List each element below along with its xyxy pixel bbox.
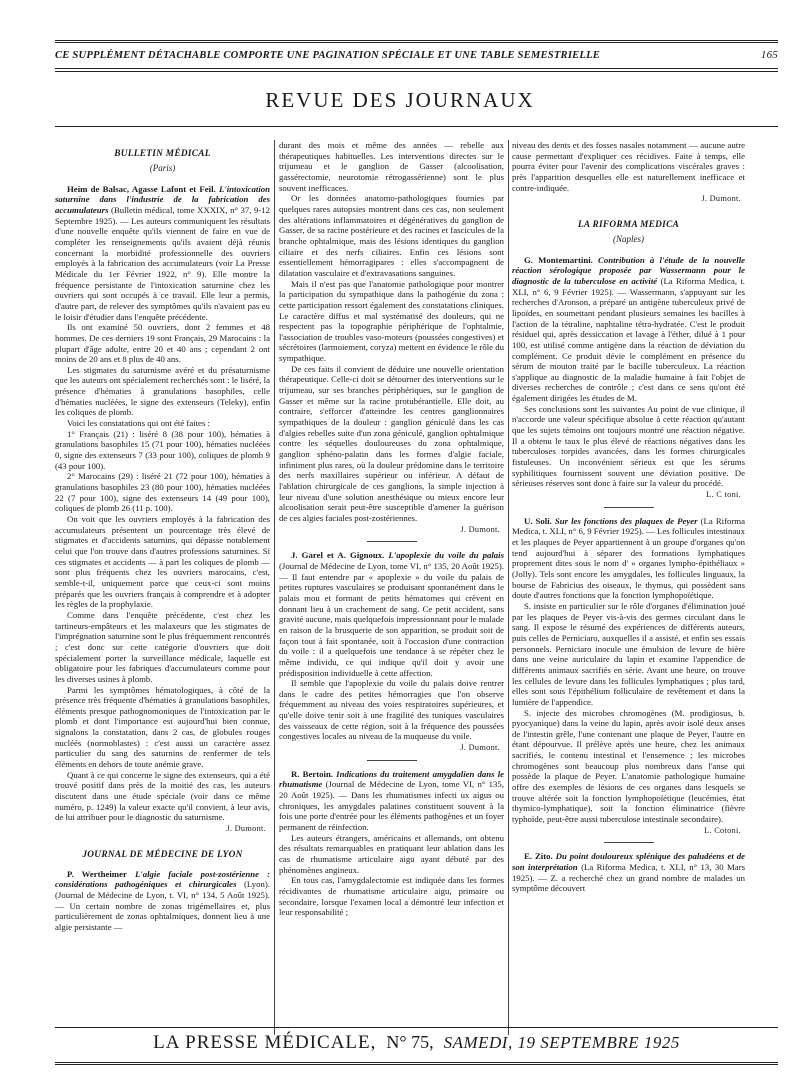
bottom-double-rule: [55, 1062, 778, 1065]
column-divider-2: [508, 140, 509, 1035]
paragraph: On voit que les ouvriers employés à la fabrication des accumulateurs présentent un pourcentage très élevé de stigmates et d'accidents saturnins, qui dépasse notablement celui que l'on trouve dans d'autres professions saturnines. Si ces stigmates et accidents — à part les coliques de plomb — sont plus fréquents chez les ouvriers marocains, c'est, semble-t-il, uniquement parce que ceux-ci sont moins préparés que les ouvriers français à comprendre et à adopter les règles de la prophylaxie.: [55, 514, 270, 610]
paragraph: S. insiste en particulier sur le rôle d'organes d'élimination joué par les plaques de Peyer vis-à-vis des germes circulant dans le sang. Il expose le résumé des expériences de différents auteurs, puis celles de Perniciaro, auxquelles il a assisté, et enfin ses essais personnels. Perniciaro inocule une émulsion de levure de bière dans une veine auriculaire du lapin et examine l'appendice de différents animaux sacrifiés en série. Avant une heure, on trouve les cellules de levure dans les follicules lymphatiques ; plus tard, elles sont sous l'épithélium folliculaire de revêtement et dans la lumière de l'appendice.: [512, 600, 745, 707]
article-entry: [55, 869, 270, 933]
paragraph: Parmi les symptômes hématologiques, à côté de la présence très fréquente d'hématies à granulations basophiles, éléments presque pathognomoniques de l'intoxication par le plomb et dont l'importance est aujourd'hui bien connue, signalons la constatation, dans 2 cas, de globules rouges nucléés (normoblastes) : c'est aussi un caractère assez particulier du sang des saturnins de renfermer de tels éléments en dehors de toute anémie grave.: [55, 684, 270, 770]
article-title: L'apoplexie du voile du palais: [388, 550, 504, 561]
entry-separator: [367, 760, 417, 761]
article-entry: [55, 184, 270, 323]
journal-heading-bulletin-medical: BULLETIN MÉDICAL: [114, 149, 211, 159]
paragraph: Quant à ce qui concerne le signe des extenseurs, qui a été trouvé positif dans près de la moitié des cas, les auteurs discutent dans une étude spéciale (voir dans ce même numéro, p. 1249) la valeur exacte qu'il convient, à leur avis, de lui attribuer pour le diagnostic du saturnisme.: [55, 769, 270, 823]
entry-separator: [367, 541, 417, 542]
reviewer-signature: J. Dumont.: [701, 194, 741, 204]
paragraph: De ces faits il convient de déduire une nouvelle orientation thérapeutique. Celle-ci doit se détourner des interventions sur le trijumeau, sur ses branches périphériques, sur le ganglion de Gasser et même sur la racine protubérantielle. Elle doit, au contraire, s'efforcer d'atteindre les centres ganglionnaires sympathiques de la douleur : ganglion géniculé dans les cas d'algies rebelles suite d'un zona géniculé, ganglion ophtalmique contre les séquelles douloureuses du zona ophtalmique, ganglion sphéno-palatin dans les formes d'algie faciale, infiniment plus rares, où la douleur prédomine dans le territoire des nerfs maxillaires supérieur ou inférieur. A défaut de l'ablation chirurgicale de ces ganglions, la simple injection à leur niveau d'une solution anesthésique ou mieux encore leur alcoolisation serait peut-être susceptible d'amener la guérison de ces algies faciales post-zostériennes.: [279, 363, 504, 523]
journal-city: (Paris): [149, 163, 176, 173]
article-entry: [512, 851, 745, 894]
paragraph: 2° Marocains (29) : liséré 21 (72 pour 100), hématies à granulations basophiles 23 (80 pour 100), hématies nucléées 22 (7 pour 100), signe des extenseurs 14 (49 pour 100), coliques de plomb 26 (11 p. 100).: [55, 471, 270, 514]
reviewer-signature: J. Dumont.: [460, 743, 500, 753]
paragraph: Or les données anatomo-pathologiques fournies par quelques rares autopsies montrent dans ces cas, non seulement des altérations inflammatoires et dégénératives du ganglion de Gasser, de sa racine postérieure et des racines et fascicules de la branche ophtalmique, mais des lésions identiques du ganglion ciliaire et des nerfs ciliaires. Enfin ces lésions sont essentiellement hémorragipares : elles s'accompagnent de dilatation vasculaire et d'extravasations sanguines.: [279, 193, 504, 278]
column-3: [512, 140, 745, 1065]
page-number: 165: [760, 49, 778, 61]
article-body: (Lyon). (Journal de Médecine de Lyon, t. VI, n° 134, 5 Août 1925). — Un certain nombre de zonas trigémellaires et, plus particulièrement de zonas ophtalmiques, donnent lieu à une algie persistante —: [55, 879, 270, 932]
column-1: [55, 140, 270, 1025]
footer-magazine-name: LA PRESSE MÉDICALE,: [153, 1032, 377, 1053]
article-body: (La Riforma Medica, t. XLI, n° 6, 9 Février 1925). — Les follicules intestinaux et les plaques de Peyer appartiennent à un groupe d'organes qu'on tend aujourd'hui à séparer des formations lymphatiques proprement dites sous le nom d' « organes lympho-épithéliaux » (Jolly). Tels sont encore les amygdales, les follicules linguaux, la bourse de Fabricius des oiseaux, le thymus, qui possèdent sans doute d'autres fonctions que la fonction lymphopoïétique.: [512, 515, 745, 601]
article-title: Du point douloureux splénique des paludéens et de son interprétation: [512, 851, 745, 873]
page-footer: [55, 1032, 778, 1056]
column-divider-1: [274, 140, 275, 1035]
header-rule: [55, 68, 778, 69]
paragraph: 1° Français (21) : liséré 8 (38 pour 100), hématies à granulations basophiles 15 (71 pour 100), hématies nucléées 0, signe des extenseurs 7 (33 pour 100), coliques de plomb 9 (43 pour 100).: [55, 428, 270, 471]
paragraph: Ses conclusions sont les suivantes Au point de vue clinique, il n'accorde une valeur spécifique absolue à cette réaction qu'autant que les sujets témoins ont toujours montré une réaction négative. Il a obtenu le taux le plus élevé de réactions négatives dans les tuberculoses torpides avancées, dans les formes chirurgicales fistuleuses. Un inconvénient sérieux est que les sérums syphilitiques fournissent souvent une déviation positive. De sérieuses réserves sont donc à faire sur la valeur du procédé.: [512, 403, 745, 489]
article-entry: [279, 769, 504, 833]
footer-rule: [55, 1027, 778, 1028]
column-2: [279, 140, 504, 1065]
reviewer-signature: J. Dumont.: [226, 824, 266, 834]
paragraph: En tous cas, l'amygdalectomie est indiquée dans les formes récidivantes de rhumatisme articulaire aigu, primaire ou secondaire, lorsque l'examen local a démontré leur infection et leur responsabilité ;: [279, 875, 504, 918]
article-title: Sur les fonctions des plaques de Peyer: [554, 515, 698, 526]
article-entry: [512, 516, 745, 601]
article-author: Heim de Balsac, Agasse Lafont et Feil.: [67, 183, 216, 194]
paragraph: S. injecte des microbes chromogènes (M. prodigiosus, b. pyocyanique) dans la veine du lapin, après avoir isolé deux anses de l'intestin grêle, l'une contenant une plaque de Peyer, l'autre en étant dépourvue. Il prélève après une heure, chez les animaux sacrifiés, le contenu intestinal et l'ensemence ; les microbes chromogènes sont beaucoup plus nombreux dans l'anse qui possède la plaque de Peyer. L'anatomie pathologique humaine offre des exemples de lésions de ces organes dans lesquels se trouve altérée soit la fonction lymphopoïétique (leucémies, état thymico-lymphatique), soit la fonction éliminatrice (fièvre typhoïde, peut-être aussi tuberculose intestinale secondaire).: [512, 707, 745, 825]
journal-heading-lyon: JOURNAL DE MÉDECINE DE LYON: [82, 849, 243, 860]
article-author: U. Soli.: [524, 515, 552, 526]
article-entry: [279, 550, 504, 678]
article-author: J. Garel et A. Gignoux.: [291, 550, 385, 561]
paragraph: niveau des dents et des fosses nasales notamment — aucune autre cause permettant d'expliquer ces récidives. Faite à temps, elle pourra éviter pour l'avenir des complications viscérales graves : près l'apparition desquelles elle est naturellement inefficace et contre-indiquée.: [512, 140, 745, 193]
title-rule: [55, 126, 778, 127]
article-author: G. Montemartini.: [524, 254, 593, 265]
article-title: L'algie faciale post-zostérienne : considérations pathogéniques et chirurgicales: [55, 868, 270, 890]
article-title: L'intoxication saturnine dans l'industrie de la fabrication des accumulateurs: [55, 183, 270, 215]
article-body: (La Riforma Medica, t. XLI, n° 6, 9 Février 1925). — Wassermann, s'appuyant sur les recherches d'Aronson, a préparé un antigène tuberculeux privé de lipoïdes, en soumettant pendant plusieurs semaines les bacilles à l'action de la tétraline, naphtaline tétra-hydratée. C'est le produit résiduel qui, après dessiccation et lavage à l'éther, dilué à 1 pour 100, est utilisé comme antigène dans la réaction de déviation du complément. Ce produit dévie le complément en présence du sérum de mouton traité par le bacille tuberculeux. La réaction s'applique au diagnostic de la maladie humaine à fait l'objet de diverses recherches de contrôle ; c'est dans ce sens qu'ont été également dirigées les études de M.: [512, 275, 745, 404]
header-rule-2: [55, 71, 778, 72]
entry-separator: [604, 842, 654, 843]
article-body: (La Riforma Medica, t. XLI, n° 13, 30 Mars 1925). — Z. a recherché chez un grand nombre de malades un symptôme découvert: [512, 862, 745, 894]
top-double-rule: [55, 40, 778, 43]
article-author: P. Wertheimer: [67, 868, 127, 879]
article-entry: [512, 255, 745, 404]
paragraph: Voici les constatations qui ont été faites :: [67, 418, 210, 429]
article-author: E. Zito.: [524, 851, 553, 862]
paragraph: Les stigmates du saturnisme avéré et du présaturnisme que les auteurs ont spécialement recherchés sont : le liséré, la présence d'hématies à granulations basophiles, celle d'hématies nucléées, le signe des extenseurs (Teleky), enfin les coliques de plomb.: [55, 364, 270, 418]
section-title: REVUE DES JOURNAUX: [265, 88, 535, 112]
supplement-banner: CE SUPPLÉMENT DÉTACHABLE COMPORTE UNE PAGINATION SPÉCIALE ET UNE TABLE SEMESTRIELLE: [55, 49, 601, 61]
article-body: (Journal de Médecine de Lyon, tome VI, n° 135, 20 Août 1925). — Il faut entendre par « apoplexie » du voile du palais de petites ruptures vasculaires se produisant spontanément dans le palais mou et formant de petits hématomes qui crèvent en donnant lieu à un crachement de sang. Ce petit accident, sans gravité aucune, mais quelquefois impressionnant pour le malade en raison de la brusquerie de son apparition, se produit soit de façon tout à fait spontanée, soit à l'occasion d'une contraction du voile : il a quelquefois une tendance à se répéter chez le même individu, ce qui indique qu'il doit y avoir une prédisposition individuelle à cette affection.: [279, 560, 504, 678]
paragraph: Mais il n'est pas que l'anatomie pathologique pour montrer la participation du sympathique dans la pathogénie du zona : cette participation ressort également des constatations cliniques. Le caractère diffus et mal systématisé des douleurs, qui ne respectent pas la topographie périphérique de l'ophtalmie, l'association de troubles vaso-moteurs (poussées congestives) et sécrétoires (larmoiement, coryza) mettent en évidence le rôle du sympathique.: [279, 278, 504, 364]
paragraph: Ils ont examiné 50 ouvriers, dont 2 femmes et 48 hommes. De ces derniers 19 sont Français, 29 Marocains : la plupart d'âge adulte, entre 20 et 40 ans ; cependant 2 ont moins de 20 ans et 8 plus de 40 ans.: [55, 322, 270, 365]
article-body: (Journal de Médecine de Lyon, tome VI, n° 135, 20 Août 1925). — Dans les rhumatismes infecti ux aigus ou chroniques, les amygdales palatines constituent souvent à la fois une porte d'entrée pour les éléments pathogènes et un foyer permanent de réinfection.: [279, 779, 504, 833]
paragraph: durant des mois et même des années — rebelle aux thérapeutiques habituelles. Les interventions directes sur le trijumeau et le ganglion de Gasser (alcoolisation, gassérectomie, neurotomie rétrogassérienne) sont le plus souvent inefficaces.: [279, 140, 504, 193]
reviewer-signature: L. Cotoni.: [704, 825, 741, 835]
paragraph: Les auteurs étrangers, américains et allemands, ont obtenu des résultats remarquables en pratiquant leur ablation dans les cas de rhumatisme articulaire aigu ayant débuté par des phénomènes angineux.: [279, 832, 504, 875]
reviewer-signature: L. C toni.: [706, 490, 741, 500]
article-body: (Bulletin médical, tome XXXIX, n° 37, 9-12 Septembre 1925). — Les auteurs communiquent les résultats d'une nouvelle enquête qu'ils viennent de faire en vue de compléter les renseignements qu'ils avaient déjà réunis concernant la morbidité professionnelle des ouvriers employés à la fabrication des accumulateurs (voir La Presse Médicale du 1er Février 1922, n° 9). Elle montre la fréquence persistante de l'intoxication saturnine chez les ouvriers qui sont occupés à ce travail. Elle leur a permis, d'autre part, de relever des symptômes qu'ils n'avaient pas eu le loisir d'étudier dans l'enquête précédente.: [55, 204, 270, 322]
journal-heading-riforma-medica: LA RIFORMA MEDICA: [577, 219, 680, 230]
footer-issue-number: N° 75,: [386, 1032, 434, 1052]
article-author: R. Bertoin.: [291, 768, 334, 779]
paragraph: Il semble que l'apoplexie du voile du palais doive rentrer dans le cadre des petites hémorragies que l'on observe fréquemment au niveau des voies respiratoires supérieures, et qu'elle doive tenir soit à une fragilité des tuniques vasculaires des vaisseaux de cette région, soit à la fréquence des poussées congestives locales au niveau de la muqueuse du voile.: [279, 678, 504, 742]
running-header: [55, 46, 778, 64]
entry-separator: [604, 507, 654, 508]
article-title: Contribution à l'étude de la nouvelle réaction sérologique proposée par Wassermann pour le diagnostic de la tuberculose en activité: [512, 254, 745, 286]
journal-city: (Naples): [613, 233, 644, 244]
paragraph: Comme dans l'enquête précédente, c'est chez les tartineurs-empâteurs et les malaxeurs que les stigmates de l'imprégnation saturnine sont le plus fréquemment rencontrés ; c'est donc sur cette catégorie d'ouvriers que doit spécialement porter la surveillance médicale, laquelle est obligatoire pour les fabriques d'accumulateurs comme pour les diverses usines à plomb.: [55, 609, 270, 684]
footer-date: SAMEDI, 19 SEPTEMBRE 1925: [443, 1033, 680, 1052]
article-title: Indications du traitement amygdalien dans le rhumatisme: [279, 768, 504, 790]
reviewer-signature: J. Dumont.: [460, 524, 500, 534]
